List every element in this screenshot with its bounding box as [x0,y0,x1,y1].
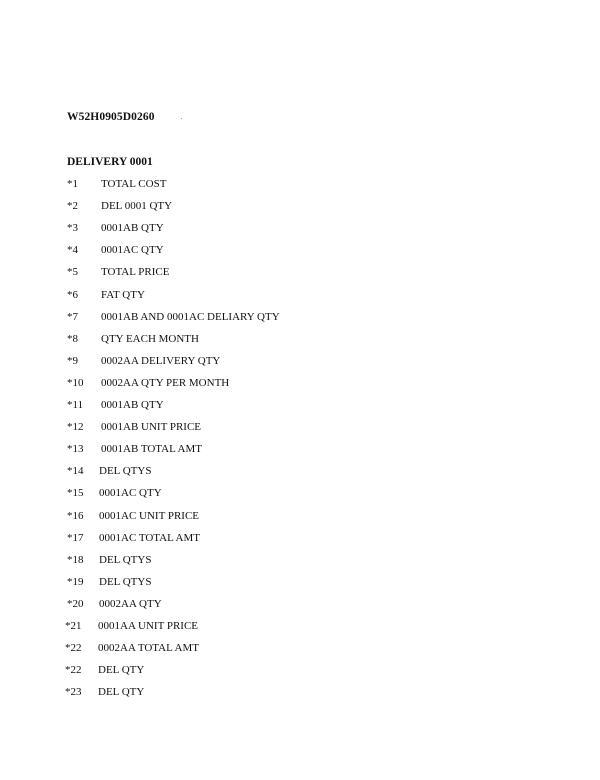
item-number: *3 [67,222,78,235]
item-label: 0001AC QTY [101,244,164,257]
list-item [0,289,420,305]
list-item [0,487,420,503]
item-label: 0001AC TOTAL AMT [99,531,200,544]
item-number: *9 [67,354,78,367]
item-label: 0002AA TOTAL AMT [98,642,199,655]
item-label: DEL 0001 QTY [101,200,173,213]
item-label: DEL QTY [98,686,145,699]
item-label: 0001AB AND 0001AC DELIARY QTY [101,310,280,323]
item-number: *10 [67,376,84,389]
section-title: DELIVERY 0001 [67,156,153,168]
list-item [0,421,420,437]
item-number: *22 [65,642,82,655]
list-item [0,642,420,658]
item-number: *20 [67,597,84,610]
item-label: 0002AA QTY PER MONTH [101,376,230,389]
item-number: *21 [65,620,82,632]
item-label: 0002AA DELIVERY QTY [101,354,221,367]
list-item [0,686,420,702]
list-item [0,598,420,614]
item-label: DEL QTYS [99,465,152,478]
item-number: *7 [67,310,78,323]
item-number: *18 [67,553,84,566]
item-label: DEL QTY [98,664,145,677]
list-item [0,311,420,327]
item-label: FAT QTY [101,288,145,301]
item-label: 0001AC UNIT PRICE [99,509,200,522]
list-item [0,443,420,459]
list-item [0,200,420,216]
item-number: *2 [67,200,78,213]
item-label: TOTAL COST [101,178,167,190]
list-item [0,576,420,592]
list-item [0,266,420,282]
item-number: *17 [67,531,84,544]
list-item [0,355,420,371]
item-number: *5 [67,266,78,279]
item-label: 0001AB QTY [101,399,164,411]
item-label: 0001AA UNIT PRICE [98,620,199,632]
list-item [0,465,420,481]
list-item [0,399,420,415]
list-item [0,244,420,260]
item-label: 0001AB UNIT PRICE [101,421,202,434]
item-number: *15 [67,487,84,500]
list-item [0,510,420,526]
item-number: *23 [65,686,82,699]
document-id: W52H0905D0260 [67,111,155,123]
item-label: 0002AA QTY [99,597,162,610]
item-number: *8 [67,332,78,345]
item-number: *16 [67,509,84,522]
list-item [0,377,420,393]
list-item [0,333,420,349]
item-number: *14 [67,465,84,478]
item-label: DEL QTYS [99,575,152,588]
item-number: *12 [67,421,84,434]
list-item [0,532,420,548]
scan-speck [181,118,182,119]
item-label: TOTAL PRICE [101,266,170,279]
item-number: *22 [65,664,82,677]
list-item [0,664,420,680]
list-item [0,554,420,570]
item-label: DEL QTYS [99,553,152,566]
item-label: 0001AB TOTAL AMT [101,443,202,456]
list-item [0,222,420,238]
item-number: *4 [67,244,78,257]
item-label: QTY EACH MONTH [101,332,199,345]
item-number: *19 [67,575,84,588]
item-number: *1 [67,178,78,190]
item-number: *6 [67,288,78,301]
list-item [0,178,420,194]
item-number: *13 [67,443,84,456]
list-item [0,620,420,636]
item-number: *11 [67,399,84,411]
item-label: 0001AB QTY [101,222,164,235]
item-label: 0001AC QTY [99,487,162,500]
